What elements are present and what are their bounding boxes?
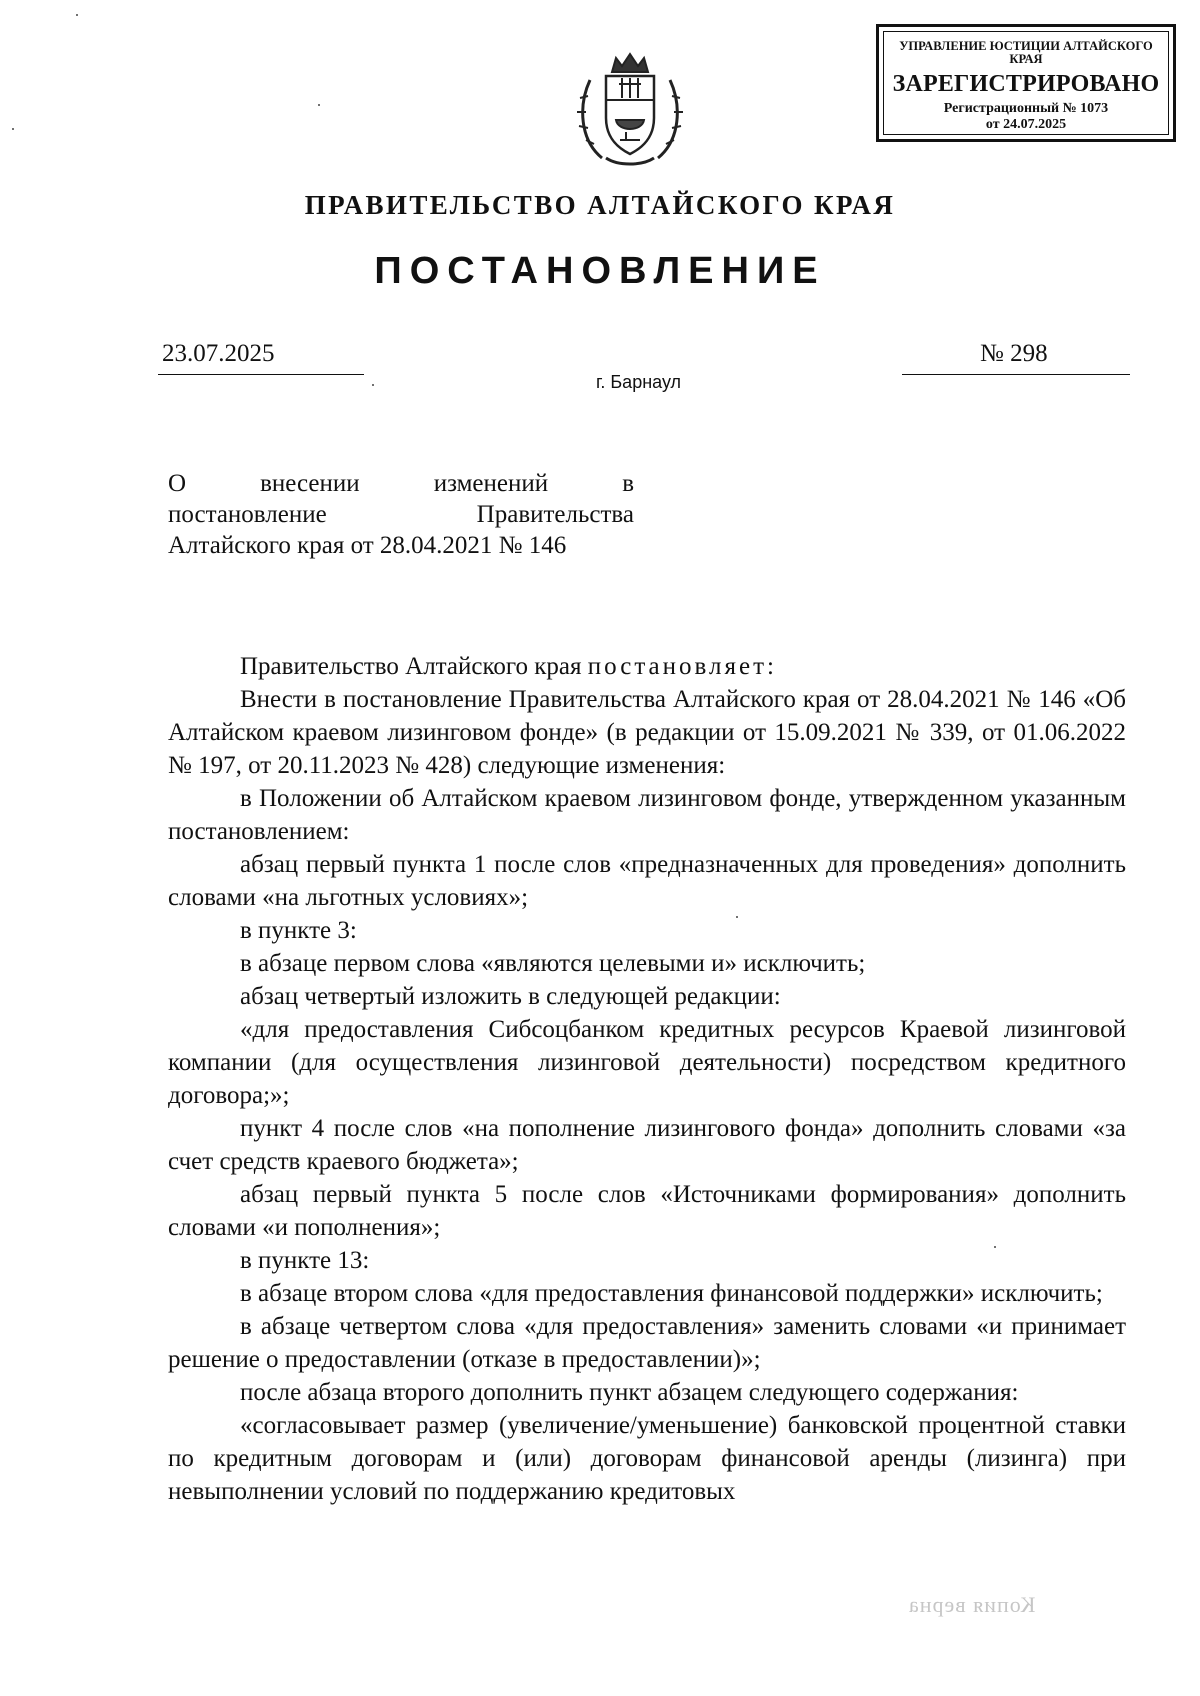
registration-stamp <box>876 24 1176 142</box>
stamp-authority: УПРАВЛЕНИЕ ЮСТИЦИИ АЛТАЙСКОГО КРАЯ <box>899 39 1153 66</box>
scan-speck <box>318 104 320 106</box>
document-city: г. Барнаул <box>596 372 682 392</box>
body-paragraph: в абзаце втором слова «для предоставления финансовой поддержки» исключить; <box>240 1280 1103 1307</box>
subject-word: Правительства <box>476 501 634 528</box>
body-paragraph: «для предоставления Сибсоцбанком кредитных ресурсов Краевой лизинговой компании (для осуществления лизинговой деятельности) посредством кредитного договора;»; <box>168 1016 1126 1109</box>
intro-verb: постановляет: <box>587 653 777 680</box>
copy-certified-watermark <box>908 1592 1035 1618</box>
document-subject <box>168 468 634 561</box>
subject-word: О <box>168 470 187 497</box>
subject-word: постановление <box>168 501 327 528</box>
document-type: ПОСТАНОВЛЕНИЕ <box>374 250 826 292</box>
intro-lead: Правительство Алтайского края <box>240 653 588 680</box>
subject-word: изменений <box>433 470 549 497</box>
body-paragraph: в абзаце первом слова «являются целевыми и» исключить; <box>240 950 866 977</box>
subject-line-2 <box>168 499 634 530</box>
scan-speck <box>12 128 14 130</box>
stamp-inner-frame <box>883 31 1169 135</box>
body-paragraph: «согласовывает размер (увеличение/уменьшение) банковской процентной ставки по кредитным договорам и (или) договорам финансовой аренды (лизинга) при невыполнении условий по поддержанию кредитовых <box>168 1412 1126 1505</box>
watermark-text: Копия верна <box>908 1592 1036 1617</box>
subject-word: в <box>622 470 634 497</box>
document-number-field <box>902 340 1130 375</box>
document-body <box>168 650 1126 1508</box>
body-paragraph: пункт 4 после слов «на пополнение лизингового фонда» дополнить словами «за счет средств краевого бюджета»; <box>168 1115 1126 1175</box>
document-number: № 298 <box>980 340 1048 367</box>
body-paragraph: Внести в постановление Правительства Алтайского края от 28.04.2021 № 146 «Об Алтайском краевом лизинговом фонде» (в редакции от 15.09.2021 № 339, от 01.06.2022 № 197, от 20.11.2023 № 428) следующие изменения: <box>168 686 1126 779</box>
body-paragraph: после абзаца второго дополнить пункт абзацем следующего содержания: <box>240 1379 1019 1406</box>
coat-of-arms-icon <box>572 48 688 172</box>
body-intro <box>168 650 1126 683</box>
body-paragraph: абзац первый пункта 5 после слов «Источниками формирования» дополнить словами «и пополнения»; <box>168 1181 1126 1241</box>
document-date-field <box>158 340 364 375</box>
body-paragraph: в пункте 3: <box>240 917 357 944</box>
body-paragraph: абзац первый пункта 1 после слов «предназначенных для проведения» дополнить словами «на льготных условиях»; <box>168 851 1126 911</box>
scan-speck <box>372 384 374 386</box>
government-title: ПРАВИТЕЛЬСТВО АЛТАЙСКОГО КРАЯ <box>304 190 896 220</box>
subject-line-1 <box>168 468 634 499</box>
stamp-status: ЗАРЕГИСТРИРОВАНО <box>892 71 1160 97</box>
scan-speck <box>736 916 738 918</box>
subject-word: внесении <box>260 470 360 497</box>
body-paragraph: в пункте 13: <box>240 1247 370 1274</box>
stamp-registration-date: от 24.07.2025 <box>985 117 1067 132</box>
stamp-registration-number: Регистрационный № 1073 <box>943 101 1109 116</box>
document-date: 23.07.2025 <box>162 340 275 367</box>
scan-speck <box>76 14 78 16</box>
subject-line-3: Алтайского края от 28.04.2021 № 146 <box>168 532 567 559</box>
body-paragraph: абзац четвертый изложить в следующей редакции: <box>240 983 781 1010</box>
body-paragraph: в абзаце четвертом слова «для предоставления» заменить словами «и принимает решение о предоставлении (отказе в предоставлении)»; <box>168 1313 1126 1373</box>
body-paragraph: в Положении об Алтайском краевом лизинговом фонде, утвержденном указанным постановлением: <box>168 785 1126 845</box>
scan-speck <box>994 1246 996 1248</box>
